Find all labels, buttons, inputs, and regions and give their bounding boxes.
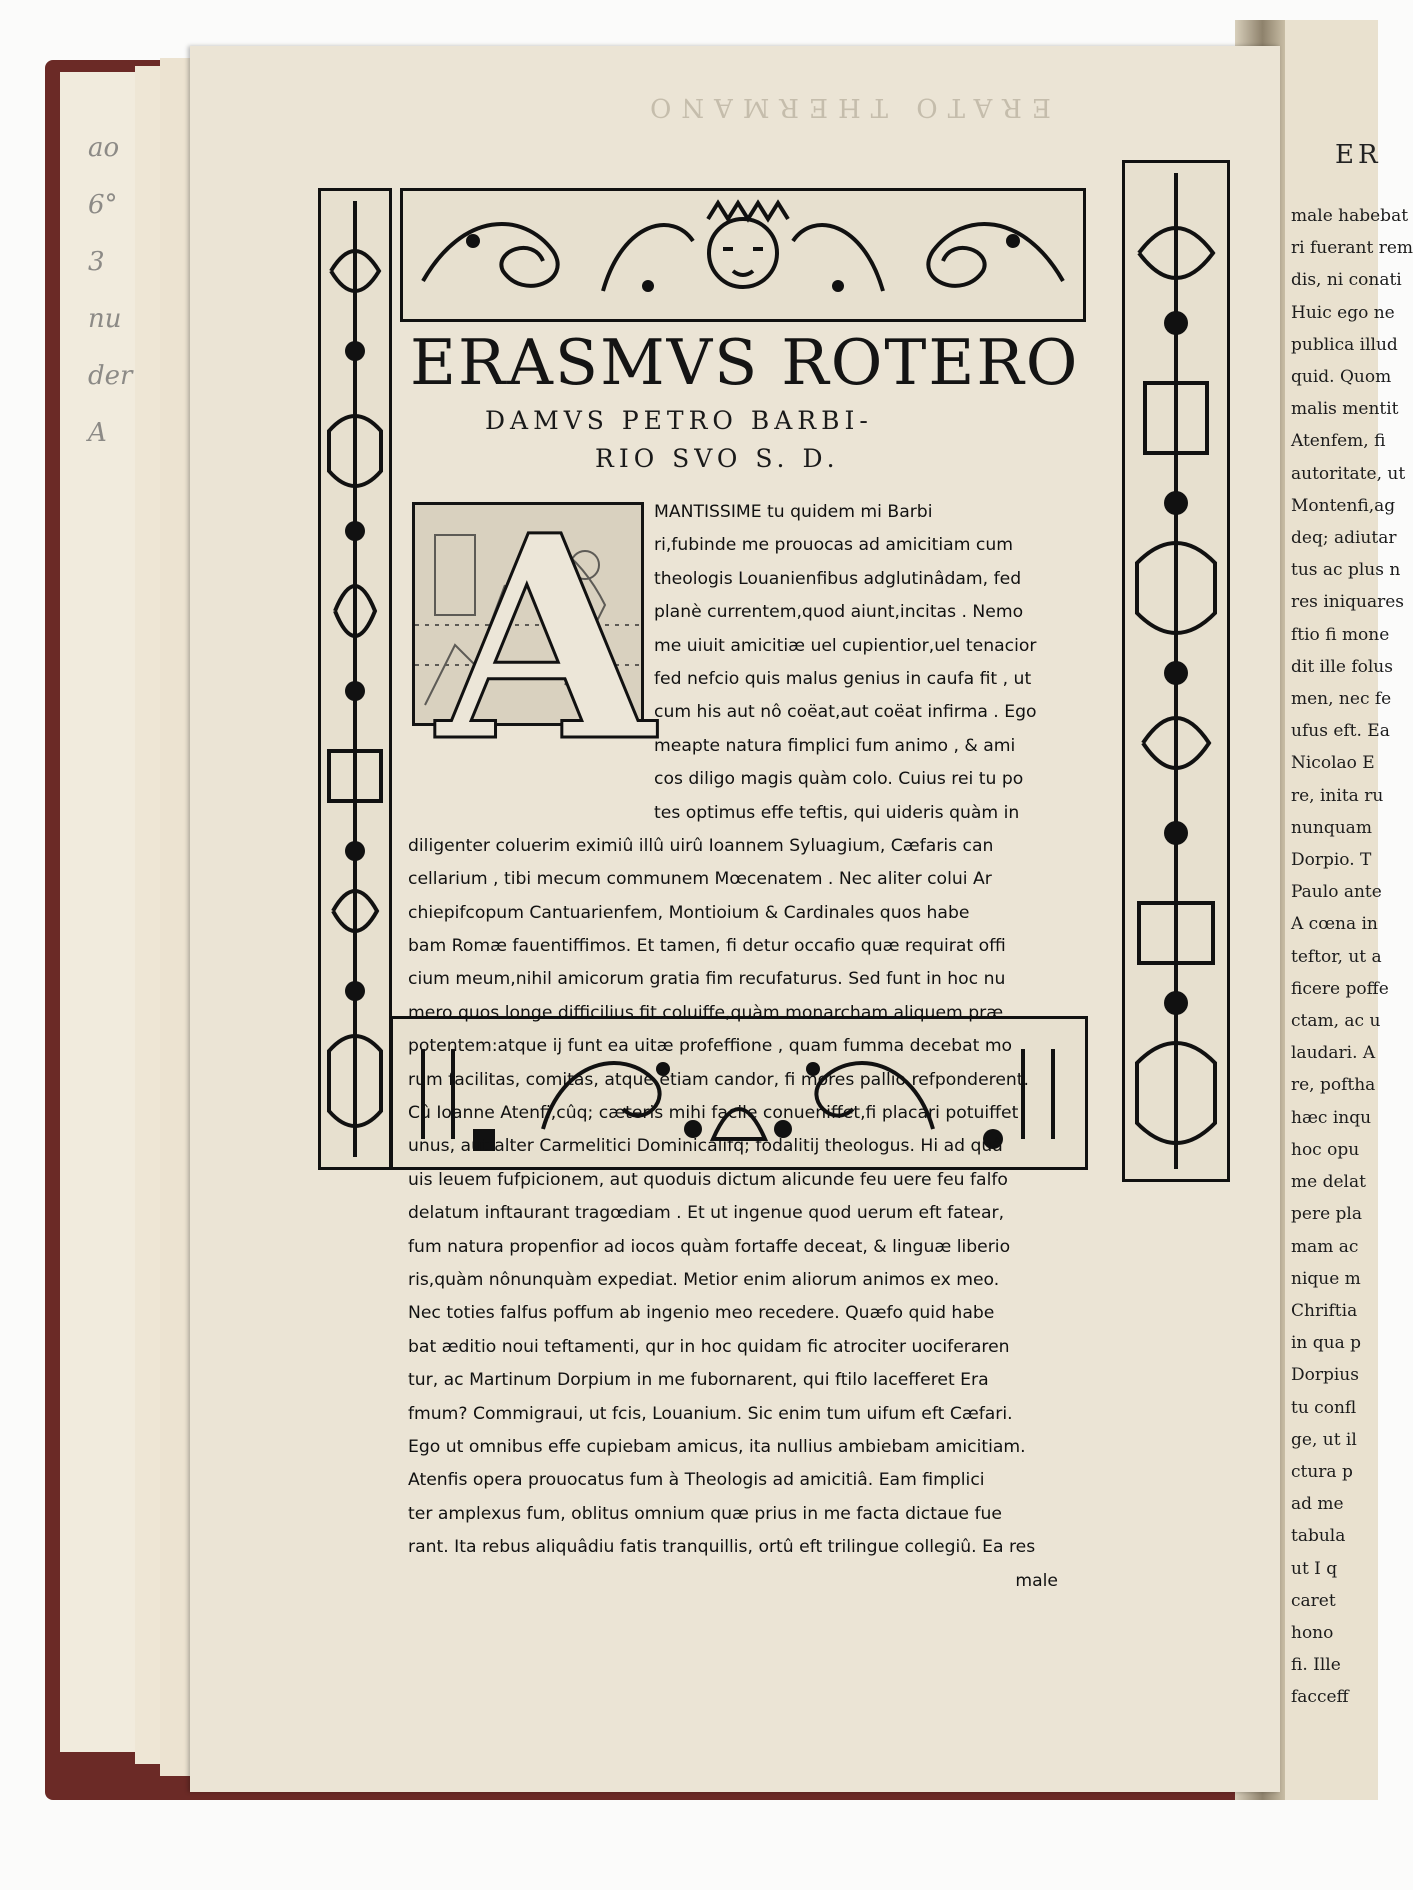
text-line: fmum? Commigraui, ut fcis, Louanium. Sic enim tum uifum eft Cæfari. xyxy=(408,1403,1013,1424)
pencil-note: nu xyxy=(88,304,122,334)
page-subheading: RIO SVO S. D. xyxy=(595,444,840,473)
facing-page-line: teftor, ut a xyxy=(1291,946,1382,967)
facing-page-line: ctura p xyxy=(1291,1461,1353,1482)
facing-page-line: nunquam xyxy=(1291,817,1372,838)
text-line: MANTISSIME tu quidem mi Barbi xyxy=(654,502,933,522)
text-line: Atenfis opera prouocatus fum à Theologis ad amicitiâ. Eam fimplici xyxy=(408,1470,985,1491)
letter-text xyxy=(408,496,1058,1598)
text-line: ris,quàm nônunquàm expediat. Metior enim aliorum animos ex meo. xyxy=(408,1269,1000,1290)
facing-page-line: Montenfi,ag xyxy=(1291,495,1396,516)
facing-page-line: ufus eft. Ea xyxy=(1291,721,1390,742)
facing-page-line: me delat xyxy=(1291,1172,1366,1193)
top-woodcut-border xyxy=(400,188,1086,322)
facing-page-line: ficere poffe xyxy=(1291,978,1389,999)
facing-page-line: Atenfem, fi xyxy=(1291,431,1386,452)
right-woodcut-border xyxy=(1122,160,1230,1182)
facing-page-line: Dorpius xyxy=(1291,1365,1359,1386)
facing-page-line: male habebat xyxy=(1291,206,1409,226)
pencil-note: ao xyxy=(88,133,120,163)
facing-page-line: ctam, ac u xyxy=(1291,1011,1381,1032)
facing-page-line: dis, ni conati xyxy=(1291,270,1402,291)
facing-page-line: Dorpio. T xyxy=(1291,850,1372,871)
text-line: cium meum,nihil amicorum gratia fim recufaturus. Sed funt in hoc nu xyxy=(408,969,1006,990)
text-line: chiepifcopum Cantuarienfem, Montioium & Cardinales quos habe xyxy=(408,902,970,923)
text-line: ter amplexus fum, oblitus omnium quæ prius in me facta dictaue fue xyxy=(408,1503,1002,1524)
facing-page-line: tu confl xyxy=(1291,1397,1357,1418)
facing-page-line: re, poftha xyxy=(1291,1075,1376,1096)
text-line: cum his aut nô coëat,aut coëat infirma . Ego xyxy=(654,702,1037,723)
facing-page-line: mam ac xyxy=(1291,1236,1359,1257)
facing-page-line: ad me xyxy=(1291,1494,1344,1515)
facing-page-line: men, nec fe xyxy=(1291,689,1392,710)
text-line: Ego ut omnibus effe cupiebam amicus, ita nullius ambiebam amicitiam. xyxy=(408,1436,1026,1457)
facing-page-line: hæc inqu xyxy=(1291,1107,1372,1128)
facing-page-line: laudari. A xyxy=(1291,1043,1376,1064)
facing-page-line: facceff xyxy=(1291,1687,1349,1708)
text-line: fum natura propenfior ad iocos quàm fortaffe deceat, & linguæ liberio xyxy=(408,1236,1011,1257)
facing-page-line: pere pla xyxy=(1291,1204,1362,1225)
text-line: male xyxy=(1015,1570,1058,1591)
facing-page-line: ge, ut il xyxy=(1291,1429,1357,1450)
facing-page-line: deq; adiutar xyxy=(1291,528,1397,549)
text-line: potentem:atque ij funt ea uitæ profeffione , quam fumma decebat mo xyxy=(408,1036,1013,1057)
facing-page-text xyxy=(1291,200,1413,1714)
facing-page-line: hoc opu xyxy=(1291,1139,1360,1160)
text-line: fed nefcio quis malus genius in caufa fit , ut xyxy=(654,668,1032,689)
facing-page xyxy=(1285,20,1413,1800)
text-line: rum facilitas, comitas, atque etiam candor, fi mores pallio refponderent. xyxy=(408,1069,1029,1090)
facing-page-line: res iniquares xyxy=(1291,592,1405,613)
left-woodcut-border xyxy=(318,188,392,1170)
facing-page-line: ri fuerant rem xyxy=(1291,238,1413,259)
facing-page-line: in qua p xyxy=(1291,1333,1362,1354)
facing-page-line: ut I q xyxy=(1291,1558,1338,1579)
text-line: me uiuit amicitiæ uel cupientior,uel tenacior xyxy=(654,635,1037,656)
facing-page-line: quid. Quom xyxy=(1291,367,1392,388)
facing-page-line: Chriftia xyxy=(1291,1300,1358,1321)
text-line: planè currentem,quod aiunt,incitas . Nemo xyxy=(654,602,1024,623)
pencil-note: der xyxy=(88,361,133,391)
text-line: cellarium , tibi mecum communem Mœcenatem . Nec aliter colui Ar xyxy=(408,869,992,890)
text-line: diligenter coluerim eximiû illû uirû Ioannem Syluagium, Cæfaris can xyxy=(408,835,994,856)
facing-page-line: Huic ego ne xyxy=(1291,302,1395,323)
text-line: theologis Louanienfibus adglutinâdam, fed xyxy=(654,568,1022,589)
facing-page-line: ftio fi mone xyxy=(1291,624,1390,645)
text-line: cos diligo magis quàm colo. Cuius rei tu po xyxy=(654,769,1024,790)
facing-page-line: re, inita ru xyxy=(1291,785,1384,806)
facing-page-line: autoritate, ut xyxy=(1291,463,1406,484)
facing-page-line: A cœna in xyxy=(1291,914,1378,935)
pencil-annotations xyxy=(88,120,148,462)
text-line: Cû Ioanne Atenfi,cûq; cæteris mihi facile conueniffet,fi placari potuiffet xyxy=(408,1103,1019,1124)
text-line: unus, aut alter Carmelitici Dominicalifq; fodalitij theologus. Hi ad quâ xyxy=(408,1136,1003,1157)
text-line: tes optimus effe teftis, qui uideris quàm in xyxy=(654,802,1020,823)
text-line: uis leuem fufpicionem, aut quoduis dictum alicunde feu uere feu falfo xyxy=(408,1169,1008,1190)
text-line: tur, ac Martinum Dorpium in me fubornarent, qui ftilo lacefferet Era xyxy=(408,1370,989,1391)
facing-page-line: malis mentit xyxy=(1291,399,1399,420)
text-line: Nec toties falfus poffum ab ingenio meo recedere. Quæfo quid habe xyxy=(408,1303,995,1324)
text-line: meapte natura fimplici fum animo , & ami xyxy=(654,735,1016,756)
facing-page-line: hono xyxy=(1291,1622,1334,1643)
pencil-note: 6° xyxy=(88,190,118,220)
facing-page-line: tabula xyxy=(1291,1526,1346,1547)
text-line: rant. Ita rebus aliquâdiu fatis tranquillis, ortû eft trilingue collegiû. Ea res xyxy=(408,1537,1036,1558)
pencil-note: 3 xyxy=(88,247,105,277)
facing-page-line: caret xyxy=(1291,1590,1336,1611)
page-subheading: DAMVS PETRO BARBI- xyxy=(485,406,873,435)
facing-page-heading: ER xyxy=(1335,140,1382,170)
facing-page-line: fi. Ille xyxy=(1291,1655,1341,1676)
text-line: bam Romæ fauentiffimos. Et tamen, fi detur occafio quæ requirat offi xyxy=(408,936,1006,957)
facing-page-line: Paulo ante xyxy=(1291,882,1382,903)
facing-page-line: dit ille folus xyxy=(1291,656,1393,677)
page-heading: ERASMVS ROTERO xyxy=(410,326,1080,399)
facing-page-line: publica illud xyxy=(1291,334,1398,355)
text-line: ri,fubinde me prouocas ad amicitiam cum xyxy=(654,535,1013,556)
text-line: delatum inftaurant tragœdiam . Et ut ingenue quod uerum eft fatear, xyxy=(408,1203,1005,1224)
text-line: bat æditio noui teftamenti, qur in hoc quidam fic atrociter uociferaren xyxy=(408,1336,1010,1357)
pencil-note: A xyxy=(88,418,107,448)
facing-page-line: nique m xyxy=(1291,1268,1361,1289)
initial-letter: A xyxy=(437,475,655,804)
show-through-running-head: ERATO THERMANO xyxy=(640,92,1051,122)
facing-page-line: Nicolao E xyxy=(1291,753,1375,774)
text-line: mero quos longe difficilius fit coluiffe,quàm monarcham aliquem præ xyxy=(408,1002,1004,1023)
facing-page-line: tus ac plus n xyxy=(1291,560,1401,581)
